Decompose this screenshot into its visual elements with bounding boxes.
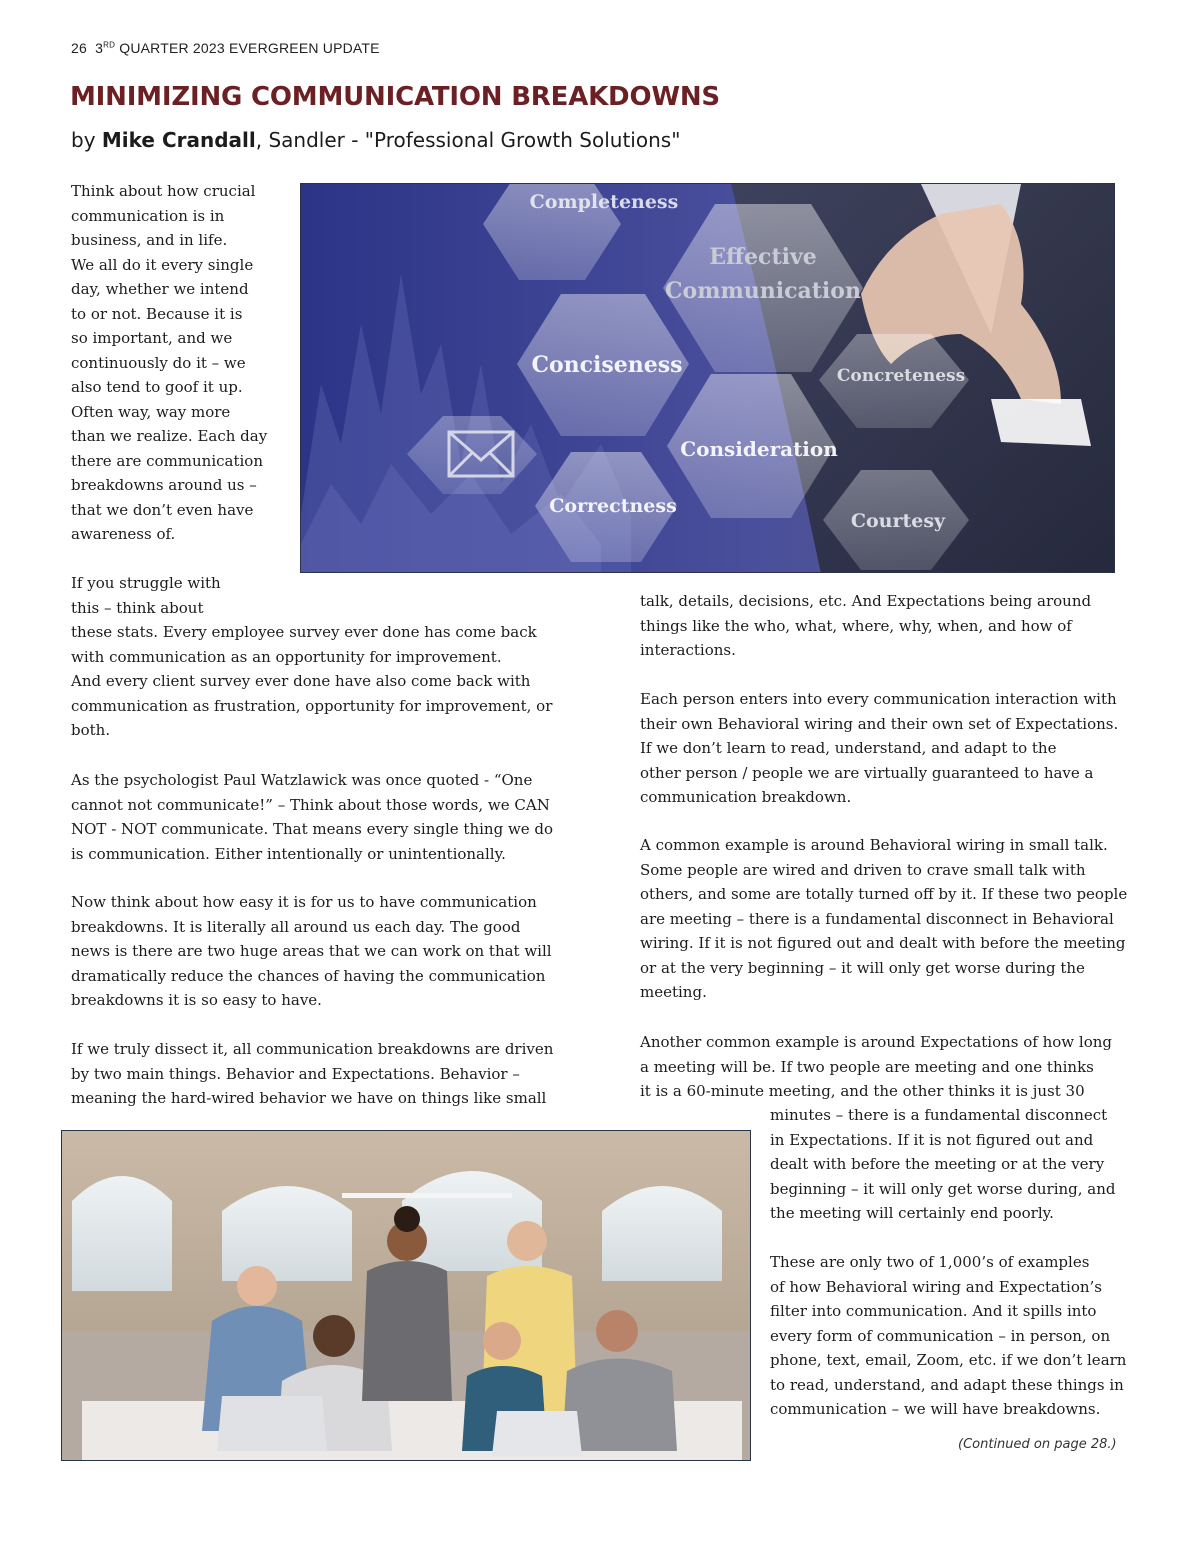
byline-prefix: by	[71, 128, 102, 152]
article-title: MINIMIZING COMMUNICATION BREAKDOWNS	[70, 82, 720, 112]
text-line: We all do it every single	[71, 255, 254, 274]
text-line: As the psychologist Paul Watzlawick was once quoted - “One	[71, 771, 533, 789]
issue-label: QUARTER 2023 EVERGREEN UPDATE	[119, 40, 380, 56]
hexagon-label-completeness: Completeness	[529, 191, 679, 213]
text-line: If we truly dissect it, all communication breakdowns are driven	[71, 1040, 554, 1058]
paragraph-small-talk-example	[640, 833, 1127, 1005]
hexagon-label-consideration: Consideration	[680, 437, 838, 461]
hexagon-label-courtesy: Courtesy	[850, 510, 946, 532]
paragraph-meeting-length-continued	[770, 1103, 1116, 1226]
text-line: than we realize. Each day	[71, 427, 268, 445]
paragraph-closing	[770, 1250, 1126, 1422]
text-line: Some people are wired and driven to crave small talk with	[640, 860, 1086, 879]
text-line: communication – we will have breakdowns.	[770, 1400, 1101, 1418]
text-line: continuously do it – we	[71, 353, 246, 372]
page-number: 26	[71, 40, 87, 56]
hexagon-label-correctness: Correctness	[549, 495, 677, 517]
text-line: dramatically reduce the chances of having the communication	[71, 966, 546, 985]
paragraph-each-person	[640, 687, 1118, 810]
text-line: to or not. Because it is	[71, 304, 243, 323]
paragraph-watzlawick	[71, 768, 553, 866]
text-line: breakdowns around us –	[71, 476, 257, 494]
text-line: NOT - NOT communicate. That means every single thing we do	[71, 820, 554, 838]
text-line: are meeting – there is a fundamental disconnect in Behavioral	[640, 909, 1114, 928]
text-line: minutes – there is a fundamental disconnect	[770, 1106, 1108, 1124]
text-line: meeting.	[640, 983, 707, 1001]
text-line: every form of communication – in person, on	[770, 1326, 1111, 1345]
text-line: is communication. Either intentionally or unintentionally.	[71, 844, 506, 863]
text-line: also tend to goof it up.	[71, 378, 243, 396]
text-line: wiring. If it is not figured out and dealt with before the meeting	[640, 934, 1126, 952]
text-line: awareness of.	[71, 525, 176, 543]
text-line: Often way, way more	[71, 402, 231, 421]
hexagon-label-communication: Communication	[665, 278, 861, 304]
text-line: of how Behavioral wiring and Expectation’s	[770, 1277, 1102, 1296]
text-line: communication as frustration, opportunity for improvement, or	[71, 696, 553, 715]
text-line: These are only two of 1,000’s of examples	[770, 1253, 1090, 1271]
text-line: to read, understand, and adapt these things in	[770, 1375, 1124, 1394]
paragraph-behavior-expectations	[71, 1037, 553, 1111]
text-line: their own Behavioral wiring and their own set of Expectations.	[640, 714, 1119, 733]
communication-hexagons-image	[300, 183, 1115, 573]
paragraph-expectations-defined	[640, 589, 1091, 663]
text-line: A common example is around Behavioral wiring in small talk.	[640, 836, 1108, 854]
byline-affiliation: , Sandler - "Professional Growth Solutions"	[255, 128, 681, 152]
text-line: breakdowns it is so easy to have.	[71, 991, 322, 1009]
quarter-number: 3	[95, 40, 104, 56]
text-line: with communication as an opportunity for improvement.	[71, 647, 502, 666]
text-line: phone, text, email, Zoom, etc. if we don’t learn	[770, 1351, 1127, 1369]
text-line: talk, details, decisions, etc. And Expectations being around	[640, 592, 1092, 610]
text-line: or at the very beginning – it will only get worse during the	[640, 958, 1085, 977]
text-line: Now think about how easy it is for us to have communication	[71, 893, 537, 911]
text-line: the meeting will certainly end poorly.	[770, 1204, 1054, 1222]
author-name: Mike Crandall	[101, 128, 256, 152]
text-line: If you struggle with	[71, 574, 221, 592]
continued-note: (Continued on page 28.)	[958, 1437, 1117, 1452]
text-line: this – think about	[71, 598, 204, 617]
text-line: by two main things. Behavior and Expectations. Behavior –	[71, 1064, 520, 1083]
text-line: there are communication	[71, 451, 263, 470]
paragraph-meeting-length-example	[640, 1030, 1112, 1104]
text-line: communication breakdown.	[640, 788, 852, 806]
text-line: Each person enters into every communication interaction with	[640, 690, 1117, 708]
hexagon-label-concreteness: Concreteness	[836, 366, 966, 386]
text-line: meaning the hard-wired behavior we have on things like small	[71, 1089, 547, 1107]
hexagon-label-effective: Effective	[709, 244, 817, 270]
text-line: filter into communication. And it spills into	[770, 1302, 1097, 1320]
text-line: business, and in life.	[71, 231, 228, 249]
text-line: breakdowns. It is literally all around us each day. The good	[71, 917, 521, 936]
paragraph-two-areas	[71, 890, 552, 1013]
text-line: other person / people we are virtually guaranteed to have a	[640, 763, 1094, 782]
text-line: a meeting will be. If two people are meeting and one thinks	[640, 1057, 1094, 1076]
paragraph-intro	[71, 179, 267, 547]
paragraph-stats	[71, 571, 552, 743]
text-line: And every client survey ever done have also come back with	[71, 672, 531, 690]
text-line: Another common example is around Expectations of how long	[640, 1033, 1112, 1051]
text-line: cannot not communicate!” – Think about those words, we CAN	[71, 795, 550, 814]
text-line: things like the who, what, where, why, when, and how of	[640, 616, 1072, 635]
text-line: If we don’t learn to read, understand, and adapt to the	[640, 739, 1057, 757]
text-line: others, and some are totally turned off by it. If these two people	[640, 885, 1128, 903]
colleagues-meeting-photo	[61, 1130, 751, 1461]
quarter-suffix: RD	[103, 40, 116, 50]
text-line: that we don’t even have	[71, 500, 254, 519]
text-line: beginning – it will only get worse during, and	[770, 1179, 1116, 1198]
text-line: it is a 60-minute meeting, and the other thinks it is just 30	[640, 1082, 1085, 1100]
text-line: day, whether we intend	[71, 280, 249, 298]
text-line: news is there are two huge areas that we can work on that will	[71, 942, 552, 960]
text-line: these stats. Every employee survey ever done has come back	[71, 623, 537, 641]
text-line: so important, and we	[71, 329, 233, 347]
running-header	[71, 40, 380, 56]
text-line: both.	[71, 721, 111, 739]
text-line: communication is in	[71, 206, 225, 225]
text-line: interactions.	[640, 641, 736, 659]
text-line: dealt with before the meeting or at the very	[770, 1155, 1105, 1173]
byline	[71, 128, 680, 152]
hexagon-label-conciseness: Conciseness	[531, 352, 683, 378]
text-line: Think about how crucial	[71, 182, 256, 200]
text-line: in Expectations. If it is not figured out and	[770, 1130, 1094, 1149]
